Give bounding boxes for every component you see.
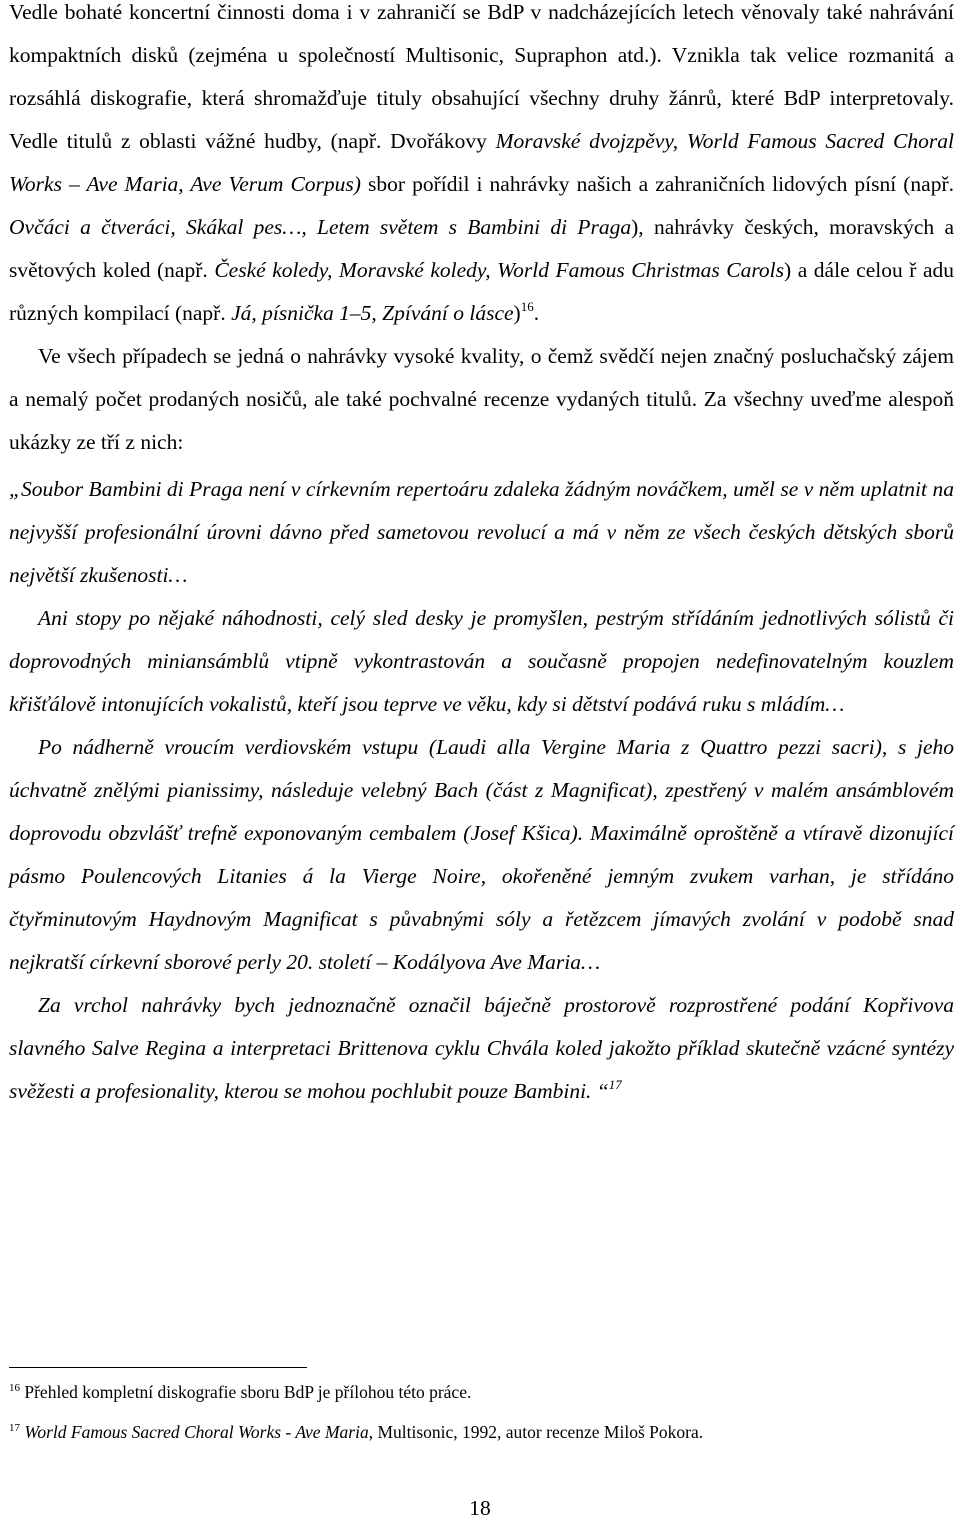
footnote-ref-17[interactable]: 17 [608,1077,622,1092]
text-run: Vedle bohaté koncertní činnosti doma i v zahraničí se BdP v nadcházejících letech věnovaly také nahrávání kompaktních disků (zejména u společností Multisonic, Supraphon atd.). Vznikla tak velice rozmanitá a rozsáhlá diskografie, která shromažďuje tituly obsahující všechny druhy žánrů, které BdP interpretovaly. Vedle titulů z oblasti vážné hudby, (např. Dvořákovy [9,0,954,153]
document-page [9,0,955,1442]
text-run: ) a dále celou ř adu různých kompilací (např. [9,258,954,325]
text-run: ) [513,301,521,325]
text-run: . [533,301,540,325]
footnote-ref-16[interactable]: 16 [520,299,534,314]
review-quote-1: „Soubor Bambini di Praga není v církevním repertoáru zdaleka žádným nováčkem, uměl se v něm uplatnit na nejvyšší profesionální úrovni dávno před sametovou revolucí a má v něm ze všech českých dětských sborů největší zkušenosti… [9,477,954,587]
footnote-16 [9,1382,954,1402]
footnotes [9,1382,954,1462]
italic-titles-1: Moravské dvojzpěvy, World Famous Sacred Choral Works – Ave Maria, Ave Verum Corpus) [9,129,954,196]
body-paragraph-2: Ve všech případech se jedná o nahrávky vysoké kvality, o čemž svědčí nejen značný posluchačský zájem a nemalý počet prodaných nosičů, ale také pochvalné recenze vydaných titulů. Za všechny uveďme alespoň ukázky ze tří z nich: [9,344,954,454]
footnote-17 [9,1422,954,1442]
review-quote-3: Po nádherně vroucím verdiovském vstupu (Laudi alla Vergine Maria z Quattro pezzi sacri), s jeho úchvatně znělými pianissimy, následuje velebný Bach (část z Magnificat), zpestřený v malém ansámblovém doprovodu obzvlášť trefně exponovaným cembalem (Josef Kšica). Maximálně oproštěně a vtíravě dizonující pásmo Poulencových Litanies á la Vierge Noire, okořeněné jemným zvukem varhan, je střídáno čtyřminutovým Haydnovým Magnificat s půvabnými sóly a řetězcem jímavých zvolání v podobě snad nejkratší církevní sborové perly 20. století – Kodályova Ave Maria… [9,735,954,974]
italic-titles-3: České koledy, Moravské koledy, World Famous Christmas Carols [214,258,785,282]
review-quote-2: Ani stopy po nějaké náhodnosti, celý sled desky je promyšlen, pestrým střídáním jednotlivých sólistů či doprovodných miniansámblů vtipně vykontrastován a současně propojen nedefinovatelným kouzlem křišťálově intonujících vokalistů, kteří jsou teprve ve věku, kdy si dětství podává ruku s mládím… [9,606,954,716]
review-quote-4 [9,984,954,1113]
footnote-text: , Multisonic, 1992, autor recenze Miloš Pokora. [368,1422,704,1442]
text-run: sbor pořídil i nahrávky našich a zahraničních lidových písní (např. [360,172,955,196]
footnote-text: Přehled kompletní diskografie sboru BdP je přílohou této práce. [24,1382,472,1402]
page-number: 18 [469,1496,491,1520]
footnote-italic-title: World Famous Sacred Choral Works - Ave Maria [24,1422,369,1442]
italic-titles-4: Já, písnička 1–5, Zpívání o lásce [231,301,514,325]
footnote-number: 17 [9,1422,20,1434]
text-run: ), nahrávky českých, moravských a světových koled (např. [9,215,954,282]
footnote-number: 16 [9,1382,20,1394]
body-paragraph-1 [9,0,954,335]
footnote-separator [9,1367,307,1368]
italic-titles-2: Ovčáci a čtveráci, Skákal pes…, Letem světem s Bambini di Praga [9,215,632,239]
quote-text: Za vrchol nahrávky bych jednoznačně označil báječně prostorově rozprostřené podání Kopřivova slavného Salve Regina a interpretaci Brittenova cyklu Chvála koled jakožto příklad skutečně vzácné syntézy svěžesti a profesionality, kterou se mohou pochlubit pouze Bambini. “ [9,993,954,1103]
